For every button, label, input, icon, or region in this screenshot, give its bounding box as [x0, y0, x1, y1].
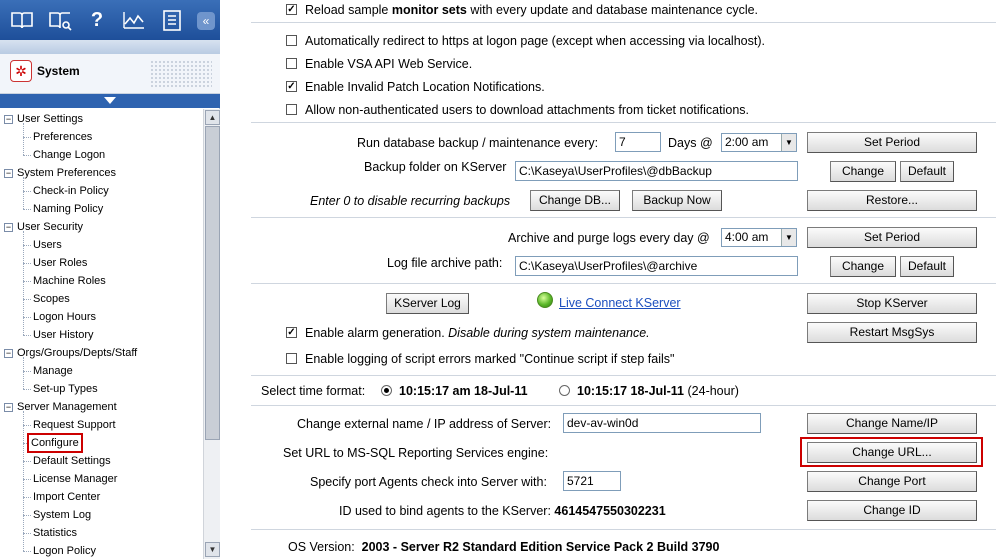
tree-item[interactable]: Users — [33, 239, 62, 251]
agent-port-input[interactable]: 5721 — [563, 471, 621, 491]
tree-connector — [23, 209, 31, 210]
restore-button[interactable]: Restore... — [807, 190, 977, 211]
tree-item[interactable]: Scopes — [33, 293, 70, 305]
tree-connector — [23, 123, 24, 155]
stop-kserver-button[interactable]: Stop KServer — [807, 293, 977, 314]
vsa-api-label: Enable VSA API Web Service. — [305, 57, 473, 71]
status-green-icon — [537, 292, 553, 308]
module-title: System — [37, 64, 80, 78]
tree-item[interactable]: Logon Hours — [33, 311, 96, 323]
time-format-24h-radio[interactable] — [559, 385, 570, 396]
change-id-button[interactable]: Change ID — [807, 500, 977, 521]
scroll-thumb[interactable] — [205, 126, 220, 440]
left-panel — [0, 0, 220, 559]
kserver-log-button[interactable]: KServer Log — [386, 293, 469, 314]
dot-pattern — [150, 60, 212, 88]
log-path-input[interactable]: C:\Kaseya\UserProfiles\@archive — [515, 256, 798, 276]
tree-connector — [23, 281, 31, 282]
change-name-ip-button[interactable]: Change Name/IP — [807, 413, 977, 434]
tree-group[interactable] — [4, 110, 83, 128]
tree-connector — [23, 497, 31, 498]
tree-item[interactable]: Logon Policy — [33, 545, 96, 557]
backup-folder-input[interactable]: C:\Kaseya\UserProfiles\@dbBackup — [515, 161, 798, 181]
tree-item[interactable]: Statistics — [33, 527, 78, 539]
chevron-down-icon[interactable]: ▼ — [781, 134, 796, 151]
tree-connector — [23, 191, 31, 192]
tree-item[interactable]: Preferences — [33, 131, 93, 143]
tree-item[interactable]: User History — [33, 329, 94, 341]
https-redirect-checkbox[interactable] — [286, 35, 297, 46]
scrollbar[interactable] — [203, 109, 220, 559]
divider — [251, 217, 996, 218]
collapse-toggle-icon[interactable]: − — [5, 167, 12, 178]
external-name-input[interactable]: dev-av-win0d — [563, 413, 761, 433]
tree-group[interactable] — [4, 398, 117, 416]
divider — [251, 529, 996, 530]
tree-connector — [23, 389, 31, 390]
backup-days-input[interactable]: 7 — [615, 132, 661, 152]
divider — [251, 283, 996, 284]
tree-connector — [23, 515, 31, 516]
tree-group[interactable] — [4, 218, 83, 236]
live-connect-link[interactable]: Live Connect KServer — [559, 296, 681, 310]
book-search-icon[interactable] — [48, 8, 72, 32]
archive-time-select[interactable]: 4:00 am ▼ — [721, 228, 797, 247]
tree-item[interactable]: Machine Roles — [33, 275, 106, 287]
tree-connector — [23, 299, 31, 300]
tree-connector — [23, 411, 24, 551]
tree-connector — [23, 137, 31, 138]
agent-port-label: Specify port Agents check into Server with: — [310, 475, 547, 489]
tree-item[interactable]: Import Center — [33, 491, 101, 503]
tree-item[interactable]: Naming Policy — [33, 203, 104, 215]
change-log-path-button[interactable]: Change — [830, 256, 896, 277]
tree-item[interactable]: User Roles — [33, 257, 88, 269]
attachments-label: Allow non-authenticated users to download attachments from ticket notifications. — [305, 103, 749, 117]
tree-connector — [23, 335, 31, 336]
collapse-toggle-icon[interactable]: − — [5, 347, 12, 358]
configure-content — [221, 0, 996, 559]
patch-notify-checkbox[interactable]: ✓ — [287, 81, 296, 92]
backup-now-button[interactable]: Backup Now — [632, 190, 722, 211]
tree-connector — [23, 479, 31, 480]
archive-label: Archive and purge logs every day @ — [508, 231, 710, 245]
tree-connector — [23, 461, 31, 462]
tree-item[interactable]: System Log — [33, 509, 92, 521]
tree-item[interactable]: Manage — [33, 365, 73, 377]
change-port-button[interactable]: Change Port — [807, 471, 977, 492]
days-at-label: Days @ — [668, 136, 713, 150]
tree-item[interactable]: Set-up Types — [33, 383, 98, 395]
tree-group-label: Orgs/Groups/Depts/Staff — [17, 347, 138, 359]
alarm-generation-checkbox[interactable]: ✓ — [287, 327, 296, 338]
tree-connector — [23, 533, 31, 534]
set-period-button[interactable]: Set Period — [807, 132, 977, 153]
tree-item[interactable]: License Manager — [33, 473, 118, 485]
collapse-toggle-icon[interactable]: − — [5, 113, 12, 124]
alarm-generation-label: Enable alarm generation. Disable during system maintenance. — [305, 326, 650, 340]
tree-item[interactable]: Configure — [31, 437, 79, 449]
scroll-up-icon[interactable]: ▲ — [205, 110, 220, 125]
divider — [251, 375, 996, 376]
backup-folder-label: Backup folder on KServer — [364, 160, 507, 174]
book-icon[interactable] — [10, 8, 34, 32]
collapse-toggle-icon[interactable]: − — [5, 221, 12, 232]
attachments-checkbox[interactable] — [286, 104, 297, 115]
tree-connector — [23, 551, 31, 552]
log-path-label: Log file archive path: — [387, 256, 503, 270]
expand-arrow-icon[interactable] — [104, 97, 116, 104]
collapse-toggle-icon[interactable]: − — [5, 401, 12, 412]
default-log-path-button[interactable]: Default — [900, 256, 954, 277]
tree-connector — [23, 263, 31, 264]
reload-monitor-sets-label: Reload sample monitor sets with every update and database maintenance cycle. — [305, 3, 759, 17]
tree-item[interactable]: Change Logon — [33, 149, 106, 161]
help-icon[interactable]: ? — [90, 9, 104, 31]
kserver-id-label: ID used to bind agents to the KServer: 4614547550302231 — [339, 504, 666, 518]
tree-connector — [23, 371, 31, 372]
tree-group-label: User Settings — [17, 113, 84, 125]
backup-time-select[interactable]: 2:00 am ▼ — [721, 133, 797, 152]
https-redirect-label: Automatically redirect to https at logon page (except when accessing via localhost). — [305, 34, 765, 48]
divider — [251, 122, 996, 123]
restart-msgsys-button[interactable]: Restart MsgSys — [807, 322, 977, 343]
script-errors-checkbox[interactable] — [286, 353, 297, 364]
patch-notify-label: Enable Invalid Patch Location Notifications. — [305, 80, 545, 94]
toolbar-strip — [0, 40, 220, 54]
enter-zero-hint: Enter 0 to disable recurring backups — [310, 194, 511, 208]
collapse-panel-icon[interactable]: « — [197, 12, 215, 30]
time-format-12h-radio[interactable] — [381, 385, 392, 396]
tree-connector — [23, 231, 24, 335]
tree-group[interactable] — [4, 164, 116, 182]
external-name-label: Change external name / IP address of Server: — [297, 417, 552, 431]
time-format-12h-label: 10:15:17 am 18-Jul-11 — [399, 384, 528, 398]
divider — [251, 22, 996, 23]
set-archive-period-button[interactable]: Set Period — [807, 227, 977, 248]
vsa-api-checkbox[interactable] — [286, 58, 297, 69]
reload-monitor-sets-checkbox[interactable]: ✓ — [287, 4, 296, 15]
top-toolbar — [0, 0, 220, 40]
tree-connector — [23, 425, 31, 426]
os-version-label: OS Version: 2003 - Server R2 Standard Edition Service Pack 2 Build 3790 — [288, 540, 720, 554]
tree-connector — [23, 155, 31, 156]
divider — [251, 405, 996, 406]
tree-group-label: Server Management — [17, 401, 117, 413]
tree-item[interactable]: Default Settings — [33, 455, 111, 467]
change-db-button[interactable]: Change DB... — [530, 190, 620, 211]
nav-tree — [0, 109, 203, 559]
tree-connector — [23, 177, 24, 209]
reporting-url-label: Set URL to MS-SQL Reporting Services engine: — [283, 446, 549, 460]
script-errors-label: Enable logging of script errors marked "Continue script if step fails" — [305, 352, 675, 366]
change-backup-folder-button[interactable]: Change — [830, 161, 896, 182]
tree-connector — [23, 357, 24, 389]
tree-connector — [23, 317, 31, 318]
scroll-down-icon[interactable]: ▼ — [205, 542, 220, 557]
tree-group-label: System Preferences — [17, 167, 117, 179]
default-backup-folder-button[interactable]: Default — [900, 161, 954, 182]
chart-icon[interactable] — [122, 8, 146, 32]
tree-item[interactable]: Check-in Policy — [33, 185, 109, 197]
chevron-down-icon[interactable]: ▼ — [781, 229, 796, 246]
tree-group-label: User Security — [17, 221, 84, 233]
change-url-button[interactable]: Change URL... — [807, 442, 977, 463]
time-format-24h-label: 10:15:17 18-Jul-11 (24-hour) — [577, 384, 739, 398]
time-format-label: Select time format: — [261, 384, 366, 398]
system-module-icon: ✲ — [10, 60, 32, 82]
clipboard-icon[interactable] — [160, 8, 184, 32]
tree-connector — [23, 245, 31, 246]
backup-interval-label: Run database backup / maintenance every: — [357, 136, 599, 150]
tree-item[interactable]: Request Support — [33, 419, 116, 431]
